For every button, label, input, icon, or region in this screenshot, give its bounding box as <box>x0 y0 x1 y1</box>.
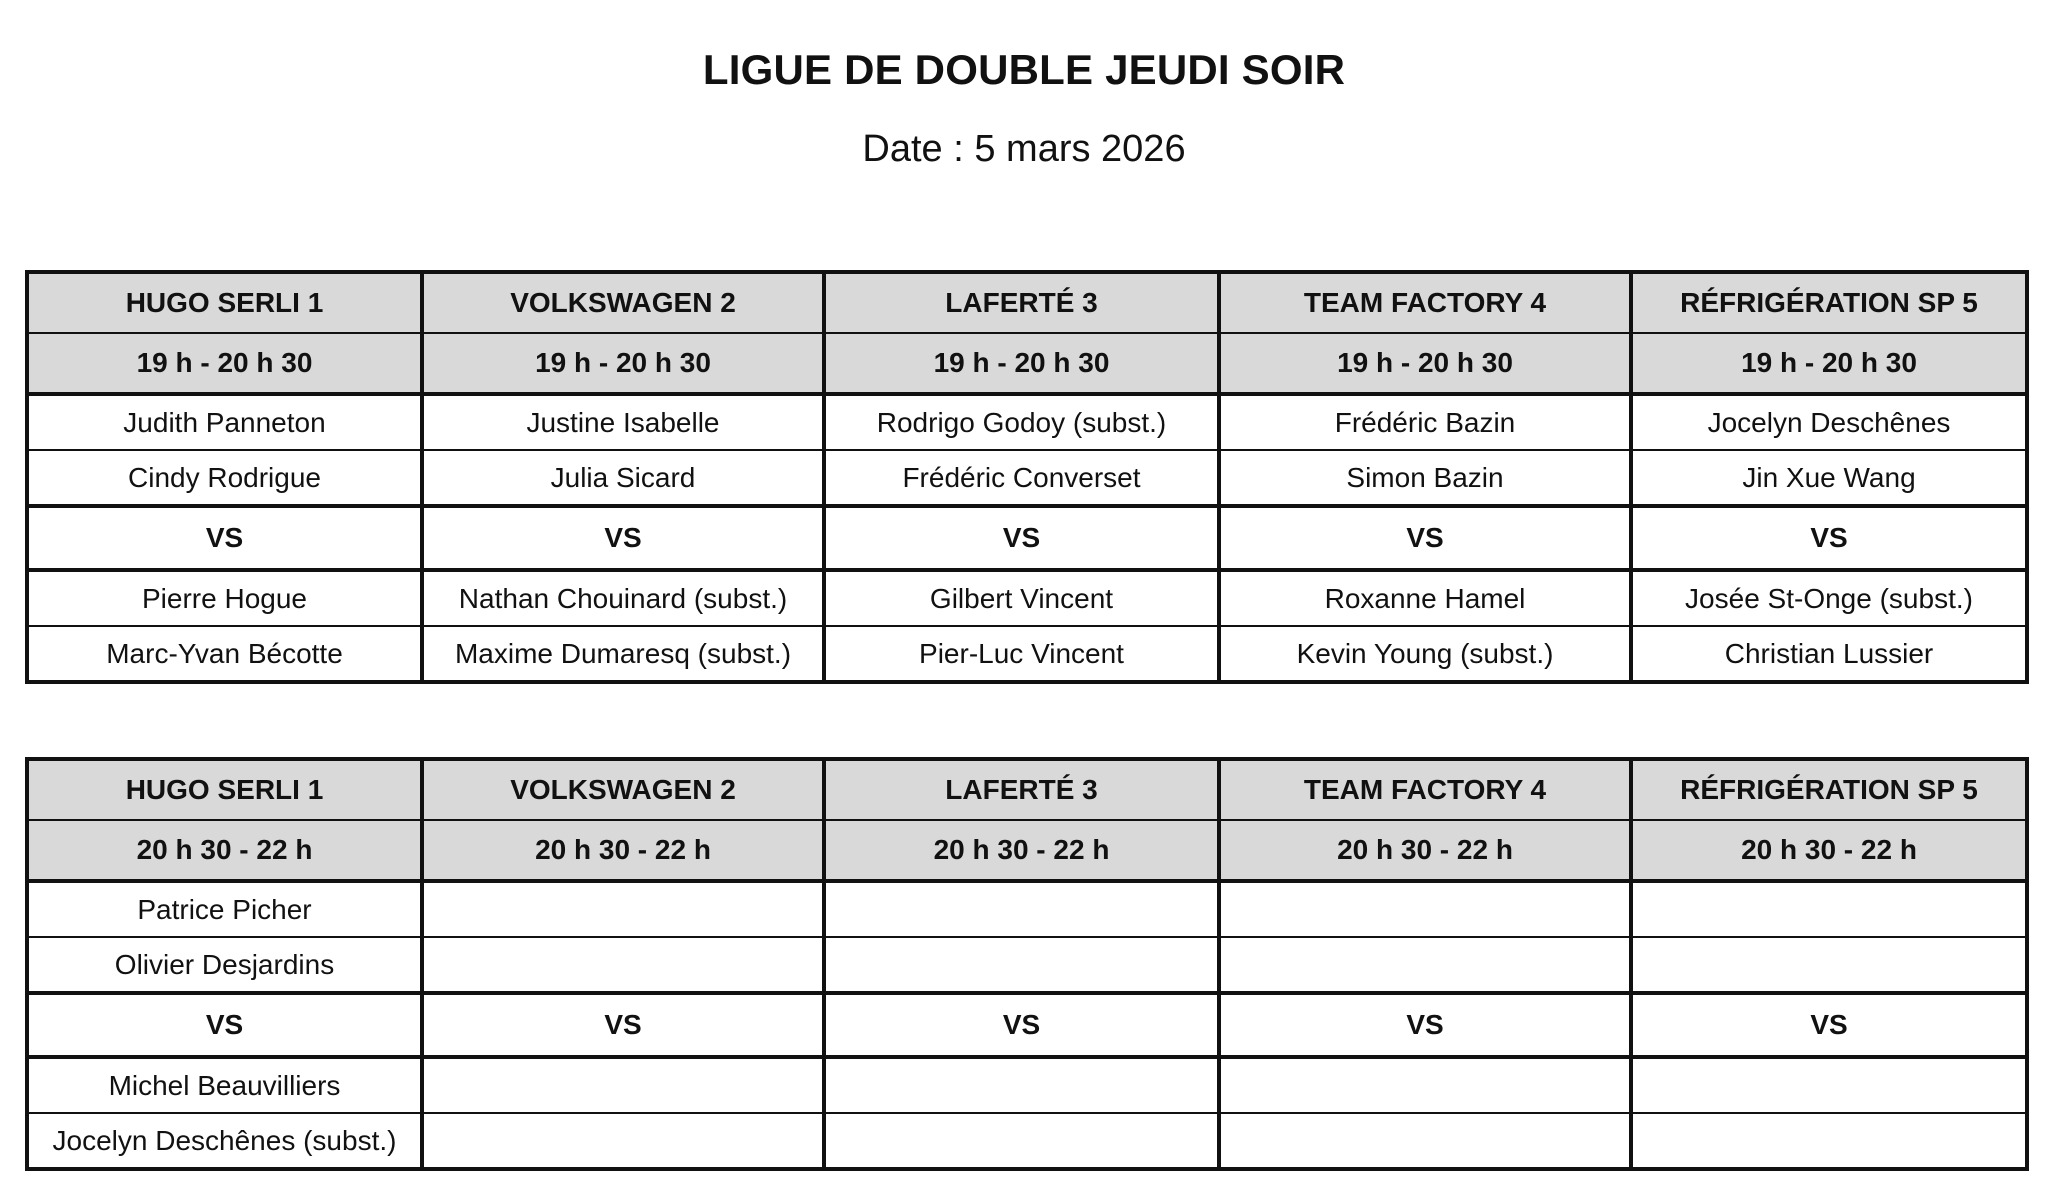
page-title: LIGUE DE DOUBLE JEUDI SOIR <box>702 46 1346 93</box>
player-name: Simon Bazin <box>1219 450 1631 506</box>
vs-label: VS <box>422 506 824 570</box>
time-slot: 20 h 30 - 22 h <box>422 820 824 881</box>
team-name: HUGO SERLI 1 <box>27 272 422 333</box>
player-name <box>1631 1057 2027 1113</box>
team-name: VOLKSWAGEN 2 <box>422 272 824 333</box>
player-name: Michel Beauvilliers <box>27 1057 422 1113</box>
player-name: Maxime Dumaresq (subst.) <box>422 626 824 682</box>
player-name <box>422 1057 824 1113</box>
time-slot: 20 h 30 - 22 h <box>824 820 1219 881</box>
team-name: VOLKSWAGEN 2 <box>422 759 824 820</box>
team-name: TEAM FACTORY 4 <box>1219 759 1631 820</box>
vs-label: VS <box>1631 993 2027 1057</box>
player-name: Frédéric Bazin <box>1219 394 1631 450</box>
team-name: RÉFRIGÉRATION SP 5 <box>1631 272 2027 333</box>
player-name <box>824 937 1219 993</box>
player-name: Justine Isabelle <box>422 394 824 450</box>
player-name: Christian Lussier <box>1631 626 2027 682</box>
vs-label: VS <box>422 993 824 1057</box>
vs-label: VS <box>1631 506 2027 570</box>
player-name: Jin Xue Wang <box>1631 450 2027 506</box>
player-name <box>824 1057 1219 1113</box>
player-name: Kevin Young (subst.) <box>1219 626 1631 682</box>
team-name: LAFERTÉ 3 <box>824 272 1219 333</box>
player-name: Gilbert Vincent <box>824 570 1219 626</box>
player-row <box>27 1057 2027 1113</box>
team-header-row <box>27 272 2027 333</box>
player-name: Pier-Luc Vincent <box>824 626 1219 682</box>
time-slot: 19 h - 20 h 30 <box>27 333 422 394</box>
player-name: Olivier Desjardins <box>27 937 422 993</box>
player-name <box>1219 1057 1631 1113</box>
player-name <box>1631 937 2027 993</box>
player-name: Roxanne Hamel <box>1219 570 1631 626</box>
player-row <box>27 1113 2027 1169</box>
vs-row <box>27 506 2027 570</box>
time-slot: 19 h - 20 h 30 <box>422 333 824 394</box>
time-slot: 20 h 30 - 22 h <box>1631 820 2027 881</box>
player-name: Marc-Yvan Bécotte <box>27 626 422 682</box>
schedule-table-session-1 <box>25 270 2029 684</box>
player-name <box>1631 1113 2027 1169</box>
player-name: Frédéric Converset <box>824 450 1219 506</box>
player-name: Rodrigo Godoy (subst.) <box>824 394 1219 450</box>
vs-label: VS <box>27 506 422 570</box>
player-row <box>27 937 2027 993</box>
vs-label: VS <box>1219 993 1631 1057</box>
player-row <box>27 450 2027 506</box>
player-name <box>1219 881 1631 937</box>
player-name <box>1219 937 1631 993</box>
team-name: RÉFRIGÉRATION SP 5 <box>1631 759 2027 820</box>
schedule-date: Date : 5 mars 2026 <box>862 128 1186 170</box>
time-slot-row <box>27 333 2027 394</box>
team-name: HUGO SERLI 1 <box>27 759 422 820</box>
player-row <box>27 881 2027 937</box>
player-name: Jocelyn Deschênes <box>1631 394 2027 450</box>
player-row <box>27 570 2027 626</box>
player-name <box>422 881 824 937</box>
vs-row <box>27 993 2027 1057</box>
player-name <box>1631 881 2027 937</box>
team-header-row <box>27 759 2027 820</box>
player-name <box>824 881 1219 937</box>
player-name: Judith Panneton <box>27 394 422 450</box>
player-name <box>422 937 824 993</box>
player-name: Nathan Chouinard (subst.) <box>422 570 824 626</box>
player-name <box>824 1113 1219 1169</box>
player-row <box>27 394 2027 450</box>
team-name: TEAM FACTORY 4 <box>1219 272 1631 333</box>
vs-label: VS <box>824 506 1219 570</box>
player-name: Pierre Hogue <box>27 570 422 626</box>
time-slot: 20 h 30 - 22 h <box>27 820 422 881</box>
schedule-table-session-2 <box>25 757 2029 1171</box>
vs-label: VS <box>824 993 1219 1057</box>
vs-label: VS <box>27 993 422 1057</box>
time-slot: 19 h - 20 h 30 <box>1219 333 1631 394</box>
vs-label: VS <box>1219 506 1631 570</box>
time-slot-row <box>27 820 2027 881</box>
team-name: LAFERTÉ 3 <box>824 759 1219 820</box>
player-name <box>422 1113 824 1169</box>
player-name: Cindy Rodrigue <box>27 450 422 506</box>
time-slot: 20 h 30 - 22 h <box>1219 820 1631 881</box>
player-name <box>1219 1113 1631 1169</box>
player-name: Patrice Picher <box>27 881 422 937</box>
player-row <box>27 626 2027 682</box>
time-slot: 19 h - 20 h 30 <box>824 333 1219 394</box>
player-name: Julia Sicard <box>422 450 824 506</box>
player-name: Jocelyn Deschênes (subst.) <box>27 1113 422 1169</box>
time-slot: 19 h - 20 h 30 <box>1631 333 2027 394</box>
player-name: Josée St-Onge (subst.) <box>1631 570 2027 626</box>
